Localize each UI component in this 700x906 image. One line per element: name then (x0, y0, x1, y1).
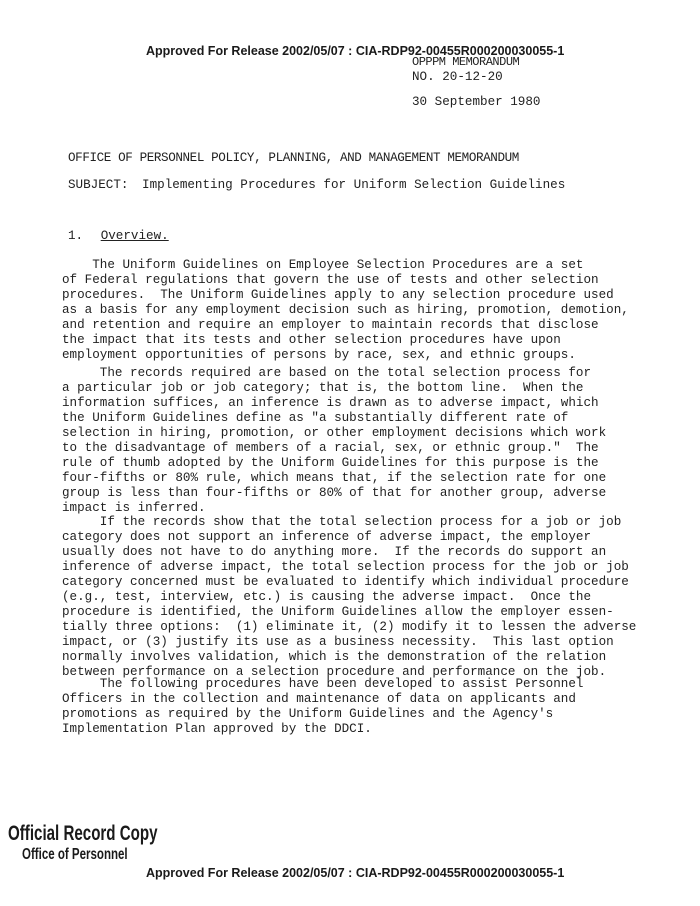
memo-label: OPPPM MEMORANDUM (412, 55, 520, 69)
paragraph-line: the impact that its tests and other selection procedures have upon (62, 333, 561, 347)
paragraph-3 (62, 515, 637, 680)
paragraph-line: procedures. The Uniform Guidelines apply to any selection procedure used (62, 288, 614, 302)
paragraph-line: inference of adverse impact, the total selection process for the job or job (62, 560, 629, 574)
paragraph-line: Implementation Plan approved by the DDCI. (62, 722, 372, 736)
paragraph-line: (e.g., test, interview, etc.) is causing the adverse impact. Once the (62, 590, 592, 604)
release-banner-top: Approved For Release 2002/05/07 : CIA-RDP92-00455R000200030055-1 (146, 44, 565, 58)
paragraph-line: group is less than four-fifths or 80% of that for another group, adverse (62, 486, 607, 500)
paragraph-line: normally involves validation, which is the demonstration of the relation (62, 650, 607, 664)
paragraph-line: category does not support an inference of adverse impact, the employer (62, 530, 592, 544)
paragraph-2 (62, 366, 632, 516)
office-of-personnel-stamp: Office of Personnel (22, 846, 128, 863)
subject-line (68, 178, 565, 193)
paragraph-line: the Uniform Guidelines define as "a substantially different rate of (62, 411, 569, 425)
memo-number: NO. 20-12-20 (412, 70, 503, 84)
paragraph-line: impact, or (3) justify its use as a business necessity. This last option (62, 635, 614, 649)
subject-label: SUBJECT: (68, 178, 129, 192)
paragraph-line: between performance on a selection procedure and performance on the job. (62, 665, 607, 679)
paragraph-line: tially three options: (1) eliminate it, (2) modify it to lessen the adverse (62, 620, 637, 634)
paragraph-line: Officers in the collection and maintenance of data on applicants and (62, 692, 576, 706)
paragraph-line: as a basis for any employment decision such as hiring, promotion, demotion, (62, 303, 629, 317)
paragraph-line: employment opportunities of persons by race, sex, and ethnic groups. (62, 348, 576, 362)
section-title: Overview. (100, 229, 169, 243)
release-banner-bottom: Approved For Release 2002/05/07 : CIA-RDP92-00455R000200030055-1 (146, 866, 565, 880)
section-heading (68, 229, 169, 244)
paragraph-line: The following procedures have been developed to assist Personnel (62, 677, 584, 691)
paragraph-line: impact is inferred. (62, 501, 206, 515)
memo-date: 30 September 1980 (412, 95, 541, 109)
paragraph-line: procedure is identified, the Uniform Guidelines allow the employer essen- (62, 605, 614, 619)
subject-text: Implementing Procedures for Uniform Selection Guidelines (142, 178, 566, 192)
paragraph-1 (62, 258, 632, 363)
paragraph-line: to the disadvantage of members of a racial, sex, or ethnic group." The (62, 441, 599, 455)
memo-title: OFFICE OF PERSONNEL POLICY, PLANNING, AND MANAGEMENT MEMORANDUM (68, 151, 519, 165)
paragraph-line: of Federal regulations that govern the use of tests and other selection (62, 273, 599, 287)
paragraph-line: rule of thumb adopted by the Uniform Guidelines for this purpose is the (62, 456, 599, 470)
paragraph-line: four-fifths or 80% rule, which means that, if the selection rate for one (62, 471, 607, 485)
paragraph-line: promotions as required by the Uniform Guidelines and the Agency's (62, 707, 554, 721)
paragraph-4 (62, 677, 632, 737)
official-record-stamp: Official Record Copy (8, 822, 158, 845)
paragraph-line: information suffices, an inference is drawn as to adverse impact, which (62, 396, 599, 410)
paragraph-line: a particular job or job category; that is, the bottom line. When the (62, 381, 584, 395)
section-number: 1. (68, 229, 84, 243)
paragraph-line: usually does not have to do anything more. If the records do support an (62, 545, 607, 559)
paragraph-line: and retention and require an employer to maintain records that disclose (62, 318, 599, 332)
paragraph-line: category concerned must be evaluated to identify which individual procedure (62, 575, 629, 589)
paragraph-line: The Uniform Guidelines on Employee Selection Procedures are a set (62, 258, 584, 272)
paragraph-line: selection in hiring, promotion, or other employment decisions which work (62, 426, 607, 440)
paragraph-line: The records required are based on the total selection process for (62, 366, 592, 380)
paragraph-line: If the records show that the total selection process for a job or job (62, 515, 622, 529)
